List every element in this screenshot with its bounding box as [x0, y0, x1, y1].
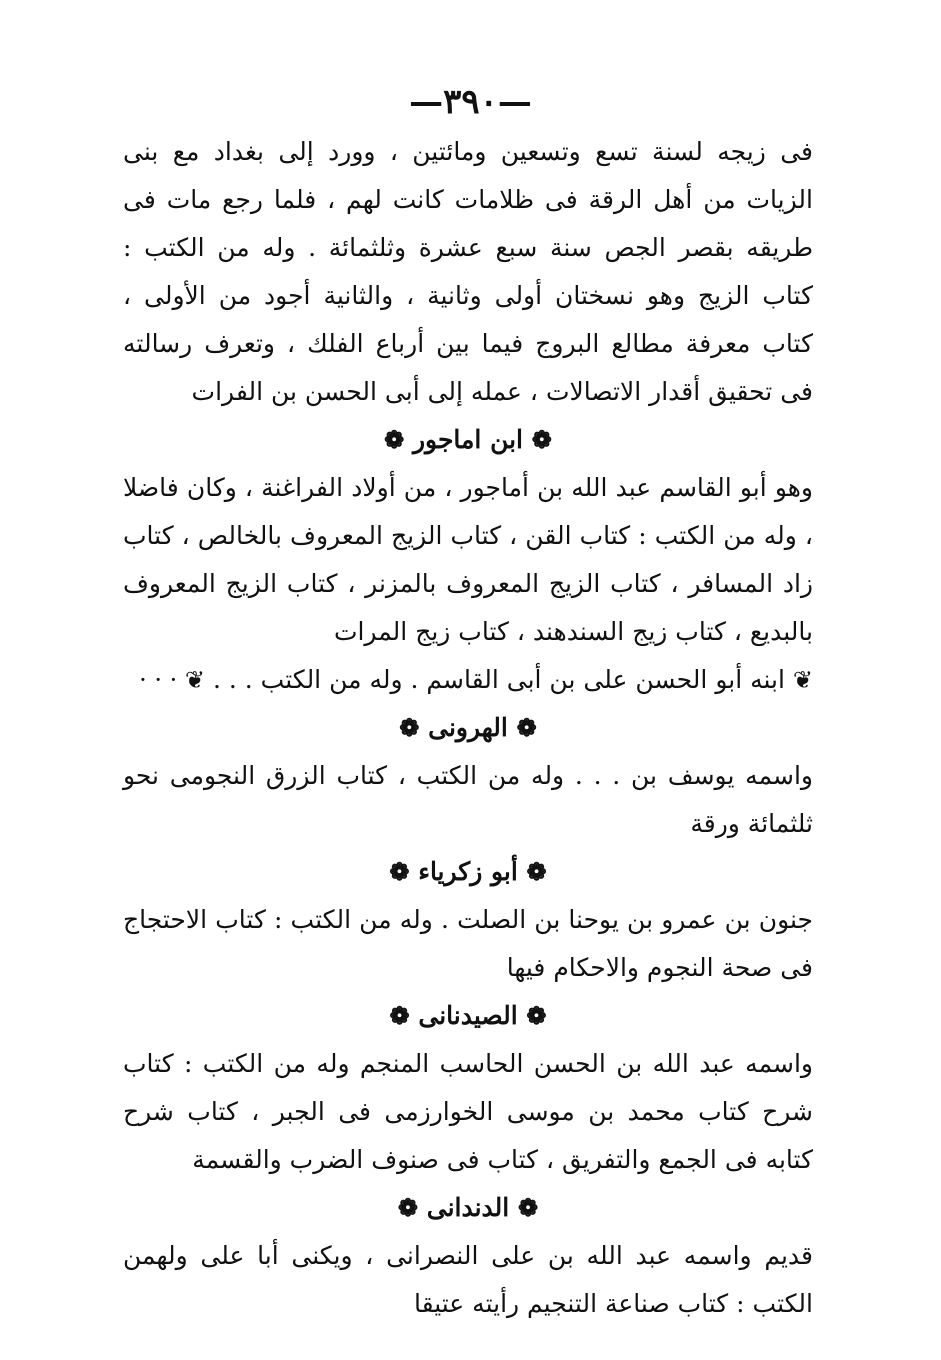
section-heading-haruni [123, 704, 813, 752]
text-block [123, 128, 813, 1328]
section-heading-dandani [123, 1184, 813, 1232]
paragraph-2: وهو أبو القاسم عبد الله بن أماجور ، من أولاد الفراغنة ، وكان فاضلا ، وله من الكتب : كتاب القن ، كتاب الزيج المعروف بالخالص ، كتاب زاد المسافر ، كتاب الزيج المعروف بالمزنر ، كتاب الزيج المعروف بالبديع ، كتاب زيج السندهند ، كتاب زيج المرات [123, 473, 813, 646]
paragraph-3: واسمه يوسف بن . . . وله من الكتب ، كتاب الزرق النجومى نحو ثلثمائة ورقة [123, 761, 813, 838]
paragraph-5: واسمه عبد الله بن الحسن الحاسب المنجم وله من الكتب : كتاب شرح كتاب محمد بن موسى الخوارزمى فى الجبر ، كتاب شرح كتابه فى الجمع والتفريق ، كتاب فى صنوف الضرب والقسمة [123, 1049, 813, 1174]
heading-text: الصيدنانى [418, 1001, 518, 1030]
section-heading-ibn-amajur [123, 416, 813, 464]
heading-text: الهرونى [428, 713, 508, 742]
inline-entry-son [123, 656, 813, 704]
paragraph-1: فى زيجه لسنة تسع وتسعين ومائتين ، وورد إلى بغداد مع بنى الزيات من أهل الرقة فى ظلامات كانت لهم ، فلما رجع مات فى طريقه بقصر الجص سنة سبع عشرة وثلثمائة . وله من الكتب : كتاب الزيج وهو نسختان أولى وثانية ، والثانية أجود من الأولى ، كتاب معرفة مطالع البروج فيما بين أرباع الفلك ، وتعرف رسالته فى تحقيق أقدار الاتصالات ، عمله إلى أبى الحسن بن الفرات [123, 137, 813, 406]
inline-entry-text: ابنه أبو الحسن على بن أبى القاسم . وله من الكتب . . . [212, 665, 785, 694]
ornament-icon: ❁ [531, 425, 552, 454]
heading-text: ابن اماجور [412, 425, 524, 454]
heading-text: الدندانى [426, 1193, 510, 1222]
page-number: —٣٩٠— [409, 82, 532, 122]
ornament-icon: ❁ [389, 1001, 410, 1030]
ornament-icon: ❁ [517, 1193, 539, 1222]
paragraph-4: جنون بن عمرو بن يوحنا بن الصلت . وله من الكتب : كتاب الاحتجاج فى صحة النجوم والاحكام فيها [123, 905, 813, 982]
paragraph-6: قديم واسمه عبد الله بن على النصرانى ، ويكنى أبا على ولهمن الكتب : كتاب صناعة التنجيم رأيته عتيقا [123, 1241, 813, 1318]
ornament-icon: ❁ [384, 425, 405, 454]
ornament-icon: ❁ [399, 713, 420, 742]
ornament-icon: ❁ [389, 857, 410, 886]
ornament-icon: ❁ [397, 1193, 419, 1222]
ornament-icon: ❁ [516, 713, 537, 742]
ornament-icon: ❦ · · · [139, 666, 206, 694]
section-heading-saydanani [123, 992, 813, 1040]
ornament-icon: ❁ [526, 857, 547, 886]
ornament-icon: ❦ [792, 666, 813, 694]
section-heading-abu-zakariya [123, 848, 813, 896]
ornament-icon: ❁ [526, 1001, 547, 1030]
heading-text: أبو زكرياء [418, 857, 518, 886]
